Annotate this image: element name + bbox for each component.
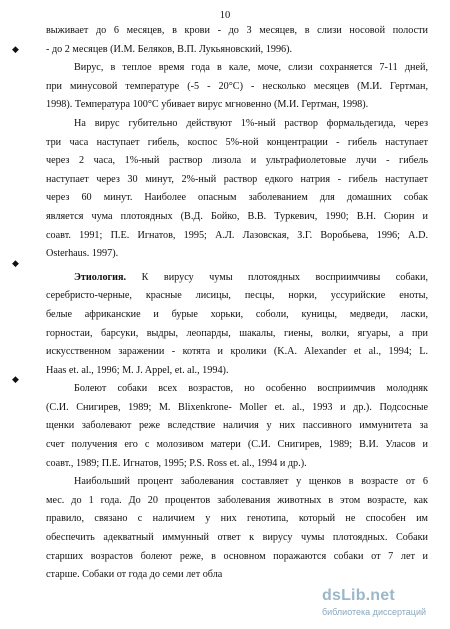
text-line: Болеют собаки всех возрастов, но особенно восприимчив молодняк <box>74 383 428 395</box>
text-line: мес. до 1 года. До 20 процентов заболевания животных в этом возрасте, как <box>46 494 428 506</box>
section-heading: Этиология. <box>74 271 127 283</box>
text-line: через 2 часа, 1%-ный раствор лизола и ультрафиолетовые лучи - гибель <box>46 155 428 167</box>
text-line: щенки заболевают реже вследствие наличия у них пассивного иммунитета за <box>46 420 428 432</box>
text-line: 1998). Температура 100°С убивает вирус мгновенно (М.И. Гертман, 1998). <box>46 99 369 111</box>
margin-mark: ◆ <box>12 44 19 54</box>
text-line: при минусовой температуре (-5 - 20°С) - несколько месяцев (М.И. Гертман, <box>46 80 428 92</box>
text-line: счет получения его с молозивом матери (С.И. Снигирев, 1989; В.И. Уласов и <box>46 439 428 451</box>
text-line: соавт. 1991; П.Е. Игнатов, 1995; А.Л. Лазовская, З.Г. Воробьева, 1996; A.D. <box>46 229 428 241</box>
text-line: выживает до 6 месяцев, в крови - до 3 месяцев, в слизи носовой полости <box>46 25 428 36</box>
text-line: старше. Собаки от года до семи лет обла <box>46 569 223 581</box>
watermark <box>322 587 446 623</box>
text-line: три часа наступает гибель, коспос 5%-ной концентрации - гибель наступает <box>46 136 428 148</box>
body-text <box>46 22 428 585</box>
margin-mark: ◆ <box>12 374 19 384</box>
margin-mark: ◆ <box>12 258 19 268</box>
text-line: Наибольший процент заболевания составляет у щенков в возрасте от 6 <box>74 476 428 488</box>
text-line: искусственном заражении - котята и кролики (K.A. Alexander et al., 1994; L. <box>46 346 428 358</box>
text-line: - до 2 месяцев (И.М. Беляков, В.П. Лукьяновский, 1996). <box>46 43 293 55</box>
text-line: белые африканские и бурые хорьки, соболи, куницы, медведи, ласки, <box>46 308 428 320</box>
text-line: горностаи, барсуки, выдры, леопарды, шакалы, гиены, волки, ягуары, а при <box>46 327 428 339</box>
text-line: наступает через 30 минут, 2%-ный раствор едкого натрия - гибель наступает <box>46 173 428 185</box>
text-line: Вирус, в теплое время года в кале, моче, слизи сохраняется 7-11 дней, <box>74 62 428 74</box>
text-line: (С.И. Снигирев, 1989; M. Blixenkrone- Moller et. al., 1993 и др.). Подсосные <box>46 401 428 413</box>
text-line: обеспечить адекватный иммунный ответ к вирусу чумы плотоядных. Собаки <box>46 532 428 544</box>
text-line: правило, связано с наличием у них генотипа, который не способен им <box>46 513 428 525</box>
text-line: является чума плотоядных (В.Д. Бойко, В.В. Туркевич, 1990; В.Н. Сюрин и <box>46 210 428 222</box>
text-line: Этиология. К вирусу чумы плотоядных восприимчивы собаки, <box>74 271 428 283</box>
watermark-subtitle: библиотека диссертаций <box>322 607 427 617</box>
text-line: Osterhaus. 1997). <box>46 248 119 260</box>
text-line: старших возрастов болеют реже, в основном поражаются собаки от 7 лет и <box>46 550 428 562</box>
page-number: 10 <box>219 10 231 21</box>
text-line: через 60 минут. Наиболее опасным заболеванием для домашних собак <box>46 192 428 204</box>
text-line: серебристо-черные, красные лисицы, песцы, норки, уссурийские еноты, <box>46 290 428 302</box>
text-line: На вирус губительно действуют 1%-ный раствор формальдегида, через <box>74 117 428 129</box>
text-line: соавт., 1989; П.Е. Игнатов, 1995; P.S. Ross et. al., 1994 и др.). <box>46 457 307 469</box>
text-line: Haas et. al., 1996; M. J. Appel, et. al., 1994). <box>46 364 229 376</box>
watermark-logo: dsLib.net <box>322 587 395 604</box>
